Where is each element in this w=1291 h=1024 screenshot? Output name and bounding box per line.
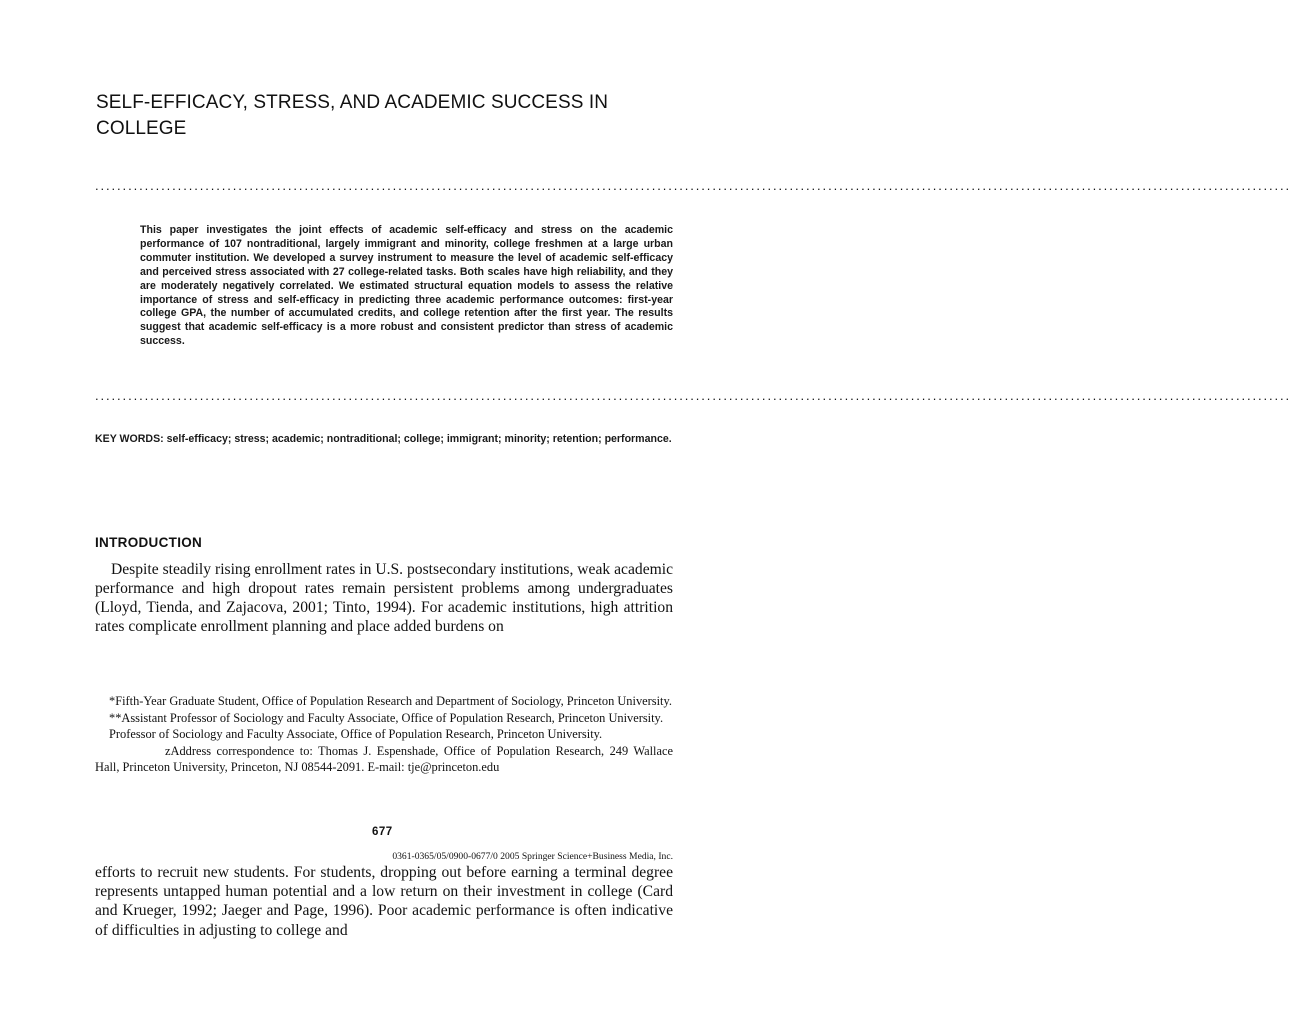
continued-paragraph: efforts to recruit new students. For students, dropping out before earning a terminal degree represents untapped human potential and a low return on their investment in college (Card and Krueger, 1992; Jaeger and Page, 1996). Poor academic performance is often indicative of difficulties in adjusting to college and bbox=[95, 864, 673, 939]
copyright-line: 0361-0365/05/0900-0677/0 2005 Springer Science+Business Media, Inc. bbox=[392, 851, 673, 862]
footnotes bbox=[95, 693, 673, 776]
section-heading-introduction: INTRODUCTION bbox=[95, 535, 203, 550]
page-number: 677 bbox=[372, 826, 393, 838]
separator-bottom: ......................................................................................................................................................................................................................... bbox=[95, 388, 1291, 403]
keywords-line: KEY WORDS: self-efficacy; stress; academic; nontraditional; college; immigrant; minority; retention; performance. bbox=[95, 433, 672, 445]
footnote-3: Professor of Sociology and Faculty Associate, Office of Population Research, Princeton University. bbox=[109, 727, 603, 742]
paper-title: SELF-EFFICACY, STRESS, AND ACADEMIC SUCCESS IN COLLEGE bbox=[96, 92, 609, 139]
footnote-1: *Fifth-Year Graduate Student, Office of Population Research and Department of Sociology, Princeton University. bbox=[109, 694, 672, 708]
abstract-text: This paper investigates the joint effects of academic self-efficacy and stress on the academic performance of 107 nontraditional, largely immigrant and minority, college freshmen at a large urban commuter institution. We developed a survey instrument to measure the level of academic self-efficacy and perceived stress associated with 27 college-related tasks. Both scales have high reliability, and they are moderately negatively correlated. We estimated structural equation models to assess the relative importance of stress and self-efficacy in predicting three academic performance outcomes: first-year college GPA, the number of accumulated credits, and college retention after the first year. The results suggest that academic self-efficacy is a more robust and consistent predictor than stress of academic success. bbox=[140, 224, 673, 348]
introduction-paragraph: Despite steadily rising enrollment rates in U.S. postsecondary institutions, weak academic performance and high dropout rates remain persistent problems among undergraduates (Lloyd, Tienda, and Zajacova, 2001; Tinto, 1994). For academic institutions, high attrition rates complicate enrollment planning and place added burdens on bbox=[95, 561, 673, 635]
footnote-2: **Assistant Professor of Sociology and Faculty Associate, Office of Population Research, Princeton University. bbox=[109, 710, 664, 725]
footnote-4: zAddress correspondence to: Thomas J. Espenshade, Office of Population Research, 249 Wallace Hall, Princeton University, Princeton, NJ 08544-2091. E-mail: tje@princeton.edu bbox=[95, 743, 673, 775]
separator-top: ......................................................................................................................................................................................................................... bbox=[95, 178, 1291, 193]
